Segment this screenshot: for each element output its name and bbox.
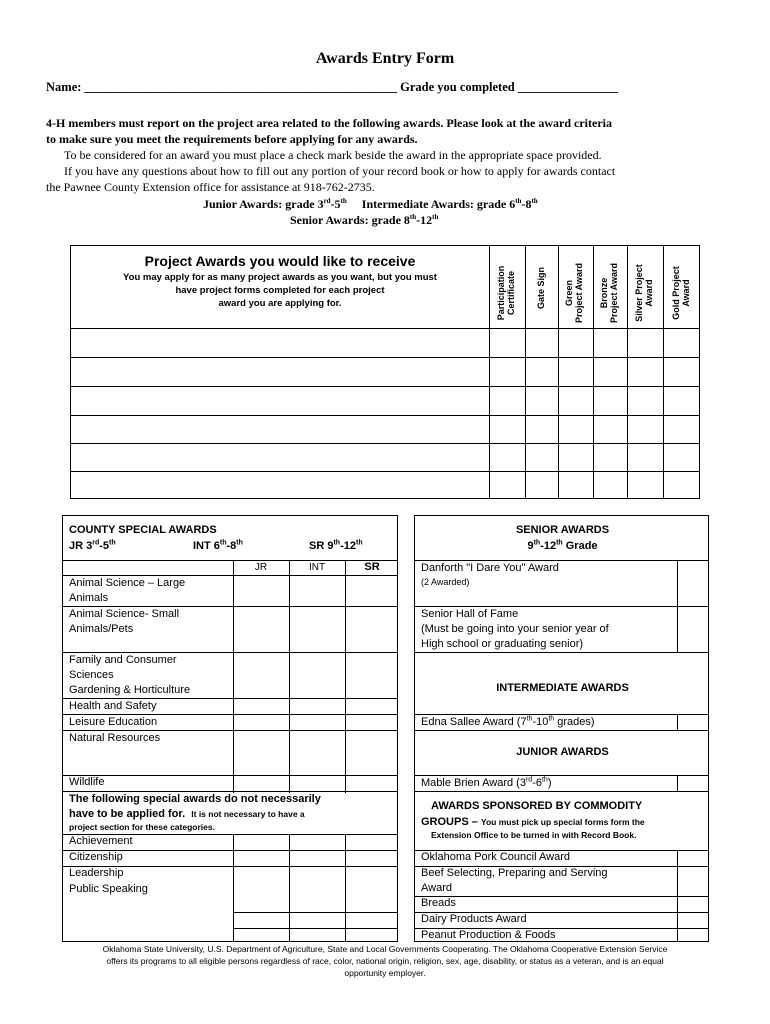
- commodity-title-2: GROUPS – You must pick up special forms form the: [421, 816, 645, 828]
- intermediate-title: INTERMEDIATE AWARDS: [496, 682, 629, 694]
- project-table-heading: Project Awards you would like to receive: [144, 253, 416, 269]
- junior-title: JUNIOR AWARDS: [516, 746, 609, 758]
- special-note-line-1: The following special awards do not necessarily: [69, 793, 321, 805]
- item-family-consumer-sciences: Family and Consumer Sciences: [69, 654, 177, 681]
- intro-line-5: the Pawnee County Extension office for assistance at 918-762-2735.: [46, 180, 375, 194]
- item-natural-resources: Natural Resources: [69, 732, 161, 744]
- col-green-project-award: Green Project Award: [564, 262, 584, 324]
- senior-hall-of-fame: Senior Hall of Fame (Must be going into your senior year of High school or graduating senior): [421, 608, 609, 650]
- project-table-instructions: You may apply for as many project awards as you want, but you must have project forms completed for each project award you are applying for.: [123, 272, 437, 309]
- commodity-title-1: AWARDS SPONSORED BY COMMODITY: [431, 800, 643, 812]
- intermediate-awards-text: Intermediate Awards: grade 6th-8th: [361, 197, 538, 211]
- item-health-safety: Health and Safety: [69, 700, 157, 712]
- col-gold-project-award: Gold Project Award: [671, 266, 691, 320]
- name-grade-line[interactable]: Name: __________________________________________________ Grade you completed ________________: [46, 80, 618, 94]
- grade-ranges-line: [203, 197, 538, 212]
- county-col-sr: SR: [364, 561, 380, 573]
- intro-bold-line-1: 4-H members must report on the project area related to the following awards. Please look at the award criteria: [46, 116, 612, 130]
- item-achievement: Achievement: [69, 835, 133, 847]
- breads-award: Breads: [421, 897, 456, 909]
- county-col-jr: JR: [254, 562, 268, 573]
- dairy-products-award: Dairy Products Award: [421, 913, 527, 925]
- danforth-note: (2 Awarded): [421, 577, 470, 587]
- edna-sallee-award: Edna Sallee Award (7th-10th grades): [421, 715, 595, 728]
- item-animal-science-small: Animal Science- Small Animals/Pets: [69, 608, 180, 635]
- senior-awards-text: Senior Awards: grade 8th-12th: [290, 213, 439, 227]
- county-sr-range: SR 9th-12th: [309, 539, 363, 552]
- col-gate-sign: Gate Sign: [536, 267, 546, 310]
- project-awards-table: [70, 245, 700, 499]
- item-wildlife: Wildlife: [69, 776, 105, 788]
- special-note-line-3: project section for these categories.: [69, 822, 215, 832]
- county-int-range: INT 6th-8th: [193, 539, 243, 552]
- item-leisure-education: Leisure Education: [69, 716, 158, 728]
- county-col-int: INT: [308, 562, 326, 573]
- col-participation-certificate: Participation Certificate: [496, 265, 516, 321]
- county-jr-range: JR 3rd-5th: [69, 539, 116, 552]
- commodity-title-3: Extension Office to be turned in with Record Book.: [431, 830, 637, 840]
- col-bronze-project-award: Bronze Project Award: [599, 262, 619, 324]
- pork-council-award: Oklahoma Pork Council Award: [421, 851, 570, 863]
- col-silver-project-award: Silver Project Award: [634, 264, 654, 322]
- county-title: COUNTY SPECIAL AWARDS: [69, 524, 217, 536]
- senior-grade-range: 9th-12th Grade: [527, 539, 598, 552]
- danforth-award: Danforth "I Dare You" Award: [421, 562, 559, 574]
- peanut-production-award: Peanut Production & Foods: [421, 929, 556, 941]
- page-title: Awards Entry Form: [315, 50, 455, 67]
- footer-disclaimer: Oklahoma State University, U.S. Department of Agriculture, State and Local Governments Cooperating. The Oklahoma Cooperative Extension Service offers its programs to all eligible persons regardless of race, color, national origin, religion, sex, age, disability, or status as a veteran, and is an equal opportunity employer.: [102, 944, 668, 978]
- intro-bold-line-2: to make sure you meet the requirements before applying for any awards.: [46, 132, 418, 146]
- senior-awards-table: [414, 515, 709, 942]
- mable-brien-award: Mable Brien Award (3rd-6th): [421, 776, 552, 789]
- item-gardening-horticulture: Gardening & Horticulture: [69, 684, 191, 696]
- item-citizenship: Citizenship: [69, 851, 123, 863]
- beef-award: Beef Selecting, Preparing and Serving Award: [421, 867, 608, 894]
- junior-awards-text: Junior Awards: grade 3rd-5th: [203, 197, 347, 211]
- intro-line-3: To be considered for an award you must place a check mark beside the award in the appropriate space provided.: [64, 148, 602, 162]
- senior-title: SENIOR AWARDS: [515, 524, 610, 536]
- item-public-speaking: Public Speaking: [69, 883, 148, 895]
- item-leadership: Leadership: [69, 867, 124, 879]
- intro-line-4: If you have any questions about how to fill out any portion of your record book or how to apply for awards contact: [64, 164, 616, 178]
- item-animal-science-large: Animal Science – Large Animals: [69, 577, 186, 604]
- special-note-line-2: have to be applied for. It is not necessary to have a: [69, 808, 305, 820]
- county-special-awards-table: [62, 515, 398, 942]
